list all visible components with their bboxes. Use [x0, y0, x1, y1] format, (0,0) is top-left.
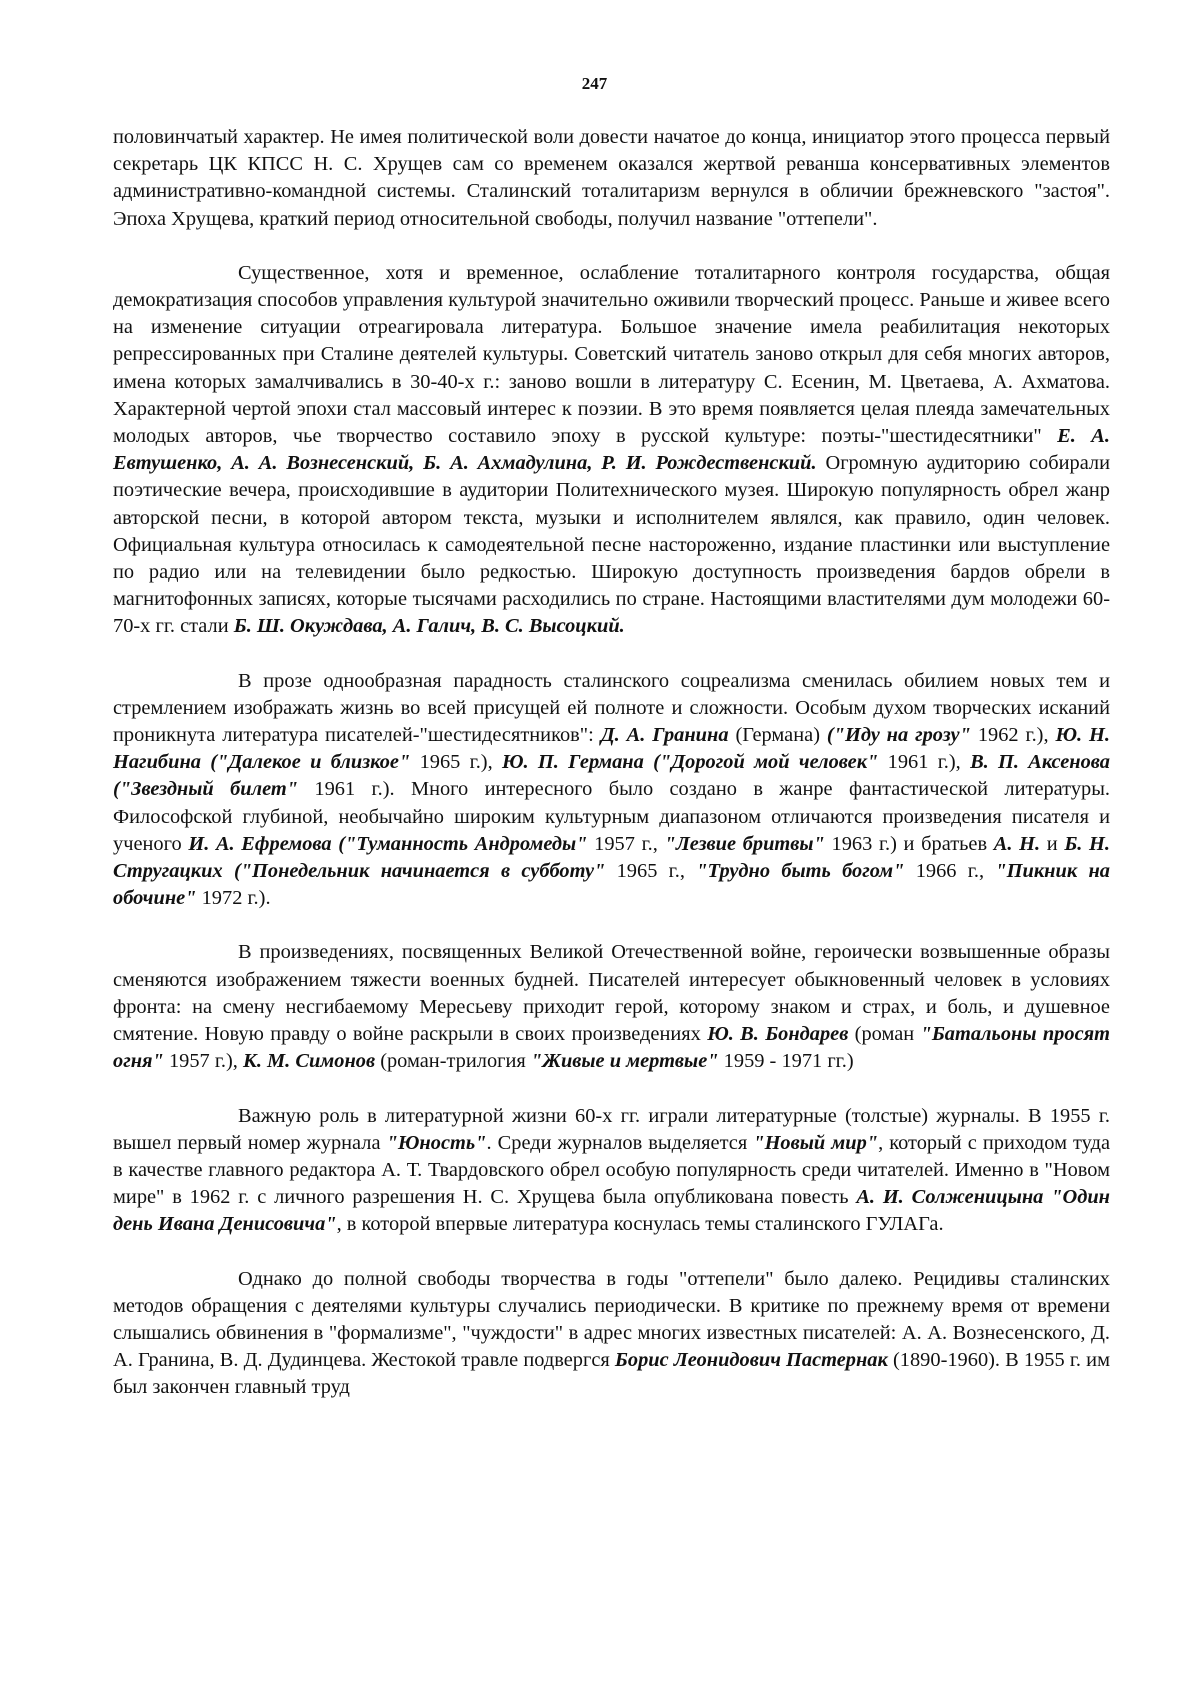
emphasized-name: "Лезвие бритвы"	[664, 832, 825, 855]
emphasized-name: Ю. В. Бондарев	[707, 1023, 849, 1046]
paragraph	[113, 1266, 1110, 1402]
emphasized-name: К. М. Симонов	[243, 1050, 376, 1073]
emphasized-name: Ю. Н. Нагибина ("Далекое и близкое"	[113, 724, 1110, 774]
emphasized-name: Борис Леонидович Пастернак	[614, 1349, 888, 1372]
text-run: 1959 - 1971 гг.)	[718, 1050, 854, 1073]
emphasized-name: ("Иду на грозу"	[826, 724, 971, 747]
text-run: В прозе однообразная парадность сталинского соцреализма сменилась обилием новых тем и стремлением изображать жизнь во всей присущей ей полноте и сложности. Особым духом творческих исканий проникнута литература писателей-"шестидесятников":	[113, 669, 1110, 747]
text-run: , который с приходом туда в качестве главного редактора А. Т. Твардовского обрел особую популярность среди читателей. Именно в "Новом мире" в 1962 г. с личного разрешения Н. С. Хрущева была опубликована повесть	[113, 1131, 1111, 1209]
emphasized-name: Б. Н. Стругацких ("Понедельник начинается в субботу"	[113, 832, 1111, 883]
emphasized-name: А. Н.	[993, 832, 1041, 855]
text-run: Важную роль в литературной жизни 60-х гг. играли литературные (толстые) журналы. В 1955 г. вышел первый номер журнала	[113, 1104, 1110, 1154]
text-run: (Германа)	[728, 724, 827, 747]
emphasized-name: "Живые и мертвые"	[530, 1050, 719, 1073]
emphasized-name: А. И. Солженицына "Один день Ивана Денисовича"	[113, 1186, 1110, 1236]
text-run: Огромную аудиторию собирали поэтические вечера, происходившие в аудитории Политехнического музея. Широкую популярность обрел жанр авторской песни, в которой автором текста, музыки и исполнителем являлся, как правило, один человек. Официальная культура относилась к самодеятельной песне настороженно, издание пластинки или выступление по радио или на телевидении было редкостью. Широкую доступность произведения бардов обрели в магнитофонных записях, которые тысячами расходились по стране. Настоящими властителями дум молодежи 60-70-х гг. стали	[113, 452, 1111, 638]
paragraph	[113, 939, 1110, 1075]
body-text	[113, 124, 1110, 1429]
text-run: 1965 г.,	[605, 860, 697, 883]
emphasized-name: Б. Ш. Окуждава, А. Галич, В. С. Высоцкий.	[233, 615, 625, 638]
text-run: . Среди журналов выделяется	[486, 1131, 754, 1154]
emphasized-name: "Новый мир"	[753, 1131, 879, 1154]
paragraph	[113, 260, 1110, 641]
text-run: 1965 г.),	[410, 751, 502, 774]
text-run: (1890-1960). В 1955 г. им был закончен главный труд	[113, 1349, 1110, 1399]
text-run: (роман	[848, 1023, 921, 1046]
text-run: половинчатый характер. Не имея политической воли довести начатое до конца, инициатор этого процесса первый секретарь ЦК КПСС Н. С. Хрущев сам со временем оказался жертвой реванша консервативных элементов административно-командной системы. Сталинский тоталитаризм вернулся в обличии брежневского "застоя". Эпоха Хрущева, краткий период относительной свободы, получил название "оттепели".	[113, 126, 1110, 230]
text-run: 1957 г.,	[587, 832, 665, 855]
emphasized-name: "Юность"	[386, 1131, 487, 1154]
text-run: 1963 г.) и братьев	[824, 832, 994, 855]
text-run: 1972 г.).	[196, 887, 271, 910]
text-run: 1961 г.),	[878, 751, 971, 774]
emphasized-name: Ю. П. Германа ("Дорогой мой человек"	[502, 751, 879, 774]
emphasized-name: "Батальоны просят огня"	[113, 1023, 1110, 1073]
text-run: В произведениях, посвященных Великой Отечественной войне, героически возвышенные образы сменяются изображением тяжести военных будней. Писателей интересует обыкновенный человек в условиях фронта: на смену несгибаемому Мересьеву приходит герой, которому знаком и страх, и боль, и душевное смятение. Новую правду о войне раскрыли в своих произведениях	[113, 941, 1110, 1046]
text-run: 1962 г.),	[970, 724, 1056, 747]
emphasized-name: И. А. Ефремова ("Туманность Андромеды"	[188, 832, 588, 855]
text-run: и	[1040, 832, 1065, 855]
text-run: 1966 г.,	[904, 860, 996, 883]
text-run: Существенное, хотя и временное, ослабление тоталитарного контроля государства, общая демократизация способов управления культурой значительно оживили творческий процесс. Раньше и живее всего на изменение ситуации отреагировала литература. Большое значение имела реабилитация некоторых репрессированных при Сталине деятелей культуры. Советский читатель заново открыл для себя многих авторов, имена которых замалчивались в 30-40-х г.: заново вошли в литературу С. Есенин, М. Цветаева, А. Ахматова. Характерной чертой эпохи стал массовый интерес к поэзии. В это время появляется целая плеяда замечательных молодых авторов, чье творчество составило эпоху в русской культуре: поэты-"шестидесятники"	[113, 261, 1110, 448]
paragraph	[113, 1103, 1110, 1239]
emphasized-name: "Пикник на обочине"	[113, 860, 1110, 910]
text-run: , в которой впервые литература коснулась темы сталинского ГУЛАГа.	[336, 1213, 944, 1236]
paragraph	[113, 124, 1110, 233]
paragraph	[113, 668, 1110, 913]
emphasized-name: Е. А. Евтушенко, А. А. Вознесенский, Б. А. Ахмадулина, Р. И. Рождественский.	[113, 425, 1110, 475]
text-run: 1961 г.). Много интересного было создано в жанре фантастической литературы. Философской глубиной, необычайно широким культурным диапазоном отличаются произведения писателя и ученого	[113, 778, 1111, 855]
emphasized-name: "Трудно быть богом"	[696, 860, 905, 883]
emphasized-name: Д. А. Гранина	[600, 724, 729, 747]
text-run: Однако до полной свободы творчества в годы "оттепели" было далеко. Рецидивы сталинских методов обращения с деятелями культуры случались периодически. В критике по прежнему время от времени слышались обвинения в "формализме", "чуждости" в адрес многих известных писателей: А. А. Вознесенского, Д. А. Гранина, В. Д. Дудинцева. Жестокой травле подвергся	[113, 1267, 1110, 1372]
text-run: 1957 г.),	[163, 1050, 243, 1073]
page-number: 247	[581, 74, 608, 93]
emphasized-name: В. П. Аксенова ("Звездный билет"	[113, 751, 1110, 801]
text-run: (роман-трилогия	[375, 1050, 531, 1073]
